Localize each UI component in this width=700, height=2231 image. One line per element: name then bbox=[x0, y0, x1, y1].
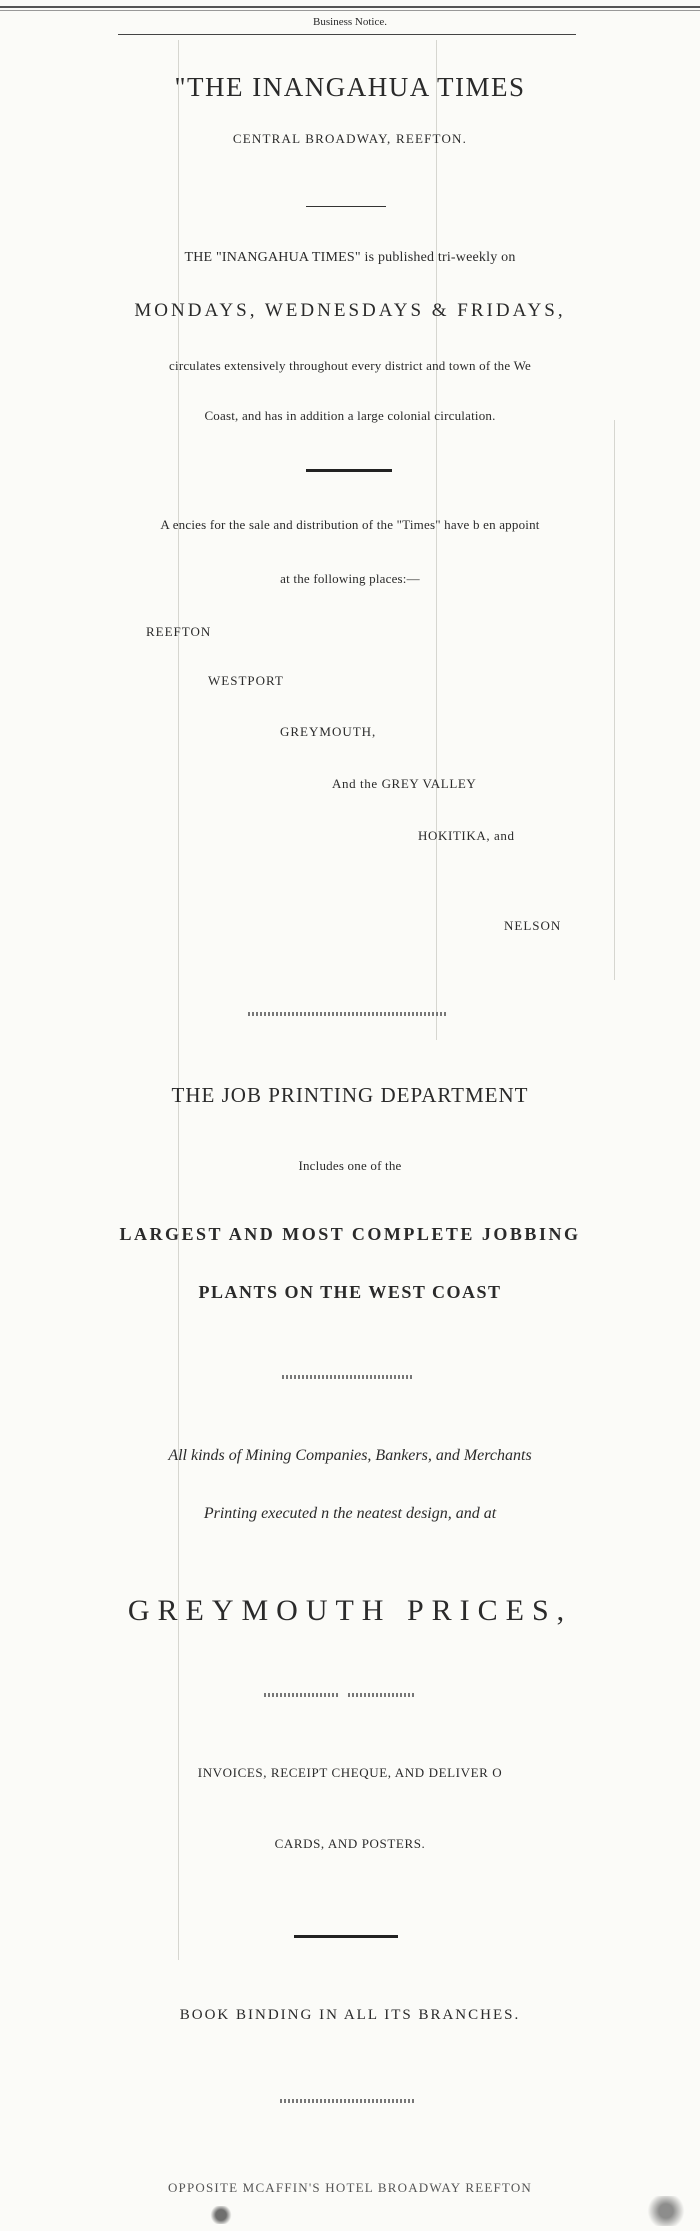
ornament-wavy-3a bbox=[264, 1693, 338, 1697]
cards-line: CARDS, AND POSTERS. bbox=[274, 1836, 426, 1851]
column-guide-left bbox=[178, 40, 179, 1960]
job-heading: THE JOB PRINTING DEPARTMENT bbox=[171, 1083, 529, 1107]
agencies-line-2: at the following places:— bbox=[280, 571, 420, 586]
top-border bbox=[0, 6, 700, 8]
place-nelson: NELSON bbox=[504, 918, 562, 933]
intro-line-4: Coast, and has in addition a large colonial circulation. bbox=[204, 408, 496, 423]
column-guide-far-right bbox=[614, 420, 615, 980]
mining-line: All kinds of Mining Companies, Bankers, and Merchants bbox=[168, 1447, 532, 1464]
prices-line: GREYMOUTH PRICES, bbox=[127, 1594, 573, 1627]
job-line-1: LARGEST AND MOST COMPLETE JOBBING bbox=[119, 1224, 581, 1244]
agencies-line-1: A encies for the sale and distribution of the "Times" have b en appoint bbox=[160, 517, 540, 532]
ornament-wavy-4 bbox=[280, 2099, 414, 2103]
place-greymouth: GREYMOUTH, bbox=[280, 724, 377, 739]
footer-line: OPPOSITE MCAFFIN'S HOTEL BROADWAY REEFTON bbox=[167, 2180, 533, 2195]
place-westport: WESTPORT bbox=[208, 673, 284, 688]
header-notice: Business Notice. bbox=[313, 16, 387, 28]
top-border-thin bbox=[0, 10, 700, 11]
place-hokitika: HOKITIKA, and bbox=[418, 828, 515, 843]
masthead-address: CENTRAL BROADWAY, REEFTON. bbox=[232, 131, 468, 146]
ink-smudge bbox=[206, 2206, 236, 2224]
place-grey-valley: And the GREY VALLEY bbox=[332, 776, 477, 791]
ornament-wavy-1 bbox=[248, 1012, 446, 1016]
job-includes: Includes one of the bbox=[298, 1158, 402, 1173]
divider-thick-1 bbox=[306, 469, 392, 472]
invoices-line: INVOICES, RECEIPT CHEQUE, AND DELIVER O bbox=[197, 1765, 503, 1780]
place-reefton: REEFTON bbox=[146, 624, 212, 639]
publication-days: MONDAYS, WEDNESDAYS & FRIDAYS, bbox=[134, 300, 566, 321]
book-binding-line: BOOK BINDING IN ALL ITS BRANCHES. bbox=[179, 2007, 521, 2023]
job-line-2: PLANTS ON THE WEST COAST bbox=[198, 1282, 502, 1302]
ornament-wavy-3b bbox=[348, 1693, 416, 1697]
divider-thick-2 bbox=[294, 1935, 398, 1938]
masthead-title: "THE INANGAHUA TIMES bbox=[174, 72, 526, 102]
ink-smudge-corner bbox=[642, 2196, 690, 2226]
ornament-wavy-2 bbox=[282, 1375, 414, 1379]
printing-line: Printing executed n the neatest design, and at bbox=[203, 1505, 497, 1522]
header-rule bbox=[118, 34, 576, 35]
column-guide-right bbox=[436, 40, 437, 1040]
intro-line-1: THE "INANGAHUA TIMES" is published tri-weekly on bbox=[184, 250, 516, 265]
ornament-rule-1 bbox=[306, 206, 386, 207]
intro-line-3: circulates extensively throughout every district and town of the We bbox=[169, 358, 531, 373]
